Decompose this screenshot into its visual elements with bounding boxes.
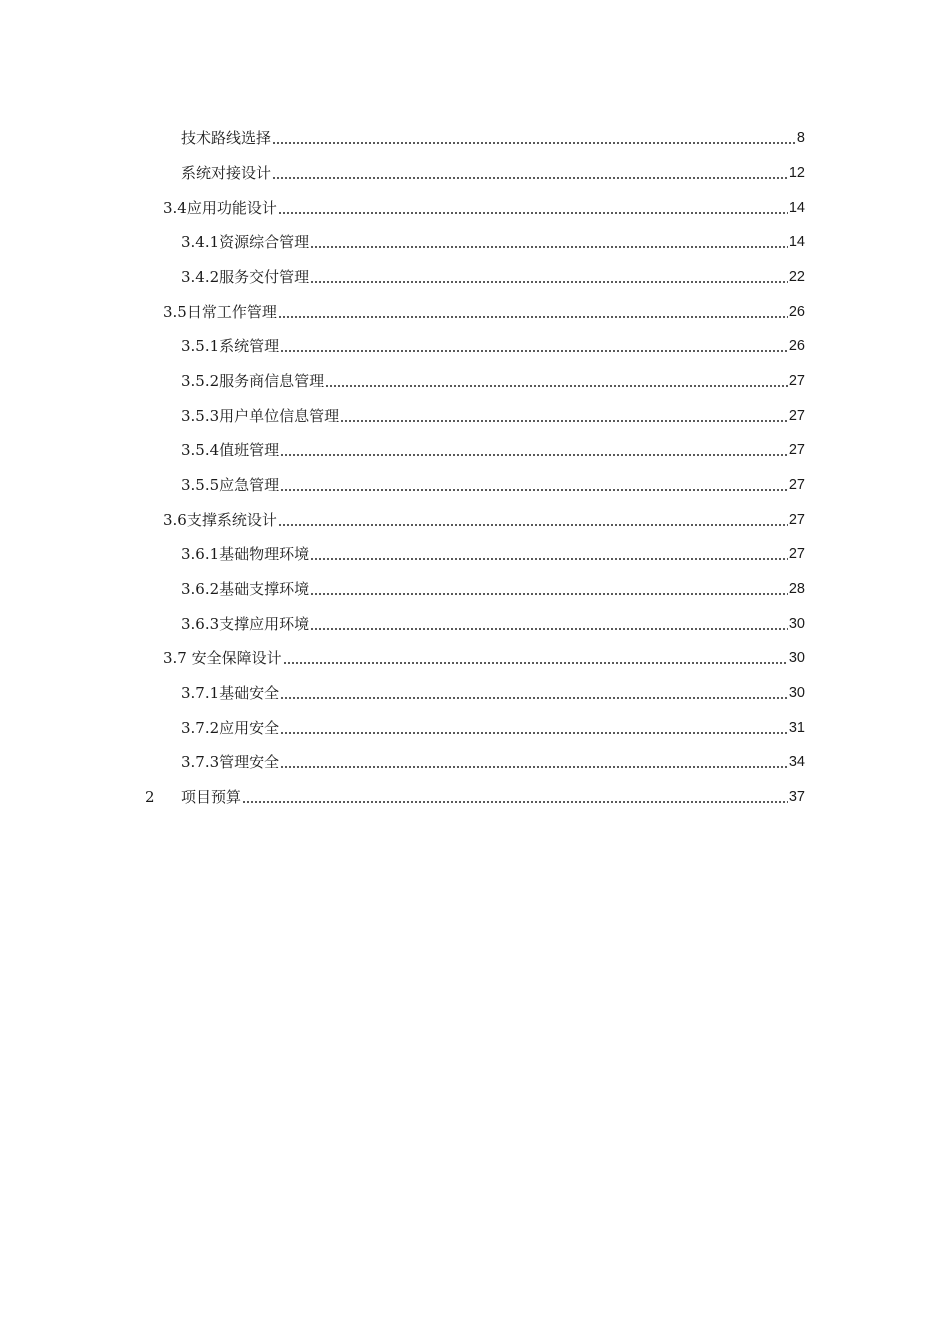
toc-entry-page: 30 bbox=[788, 685, 805, 701]
toc-entry-title: 安全保障设计 bbox=[186, 649, 282, 667]
toc-entry-title: 基础安全 bbox=[219, 684, 280, 702]
toc-entry-number: 3.7.3 bbox=[181, 753, 220, 771]
toc-entry-page: 34 bbox=[788, 754, 805, 770]
toc-entry-page: 27 bbox=[788, 408, 805, 424]
toc-entry-title: 应用安全 bbox=[219, 719, 280, 737]
toc-entry-page: 8 bbox=[796, 130, 805, 146]
toc-entry-title: 基础物理环境 bbox=[219, 545, 310, 563]
toc-entry-title: 项目预算 bbox=[181, 788, 242, 806]
toc-leader-dots bbox=[280, 454, 788, 456]
toc-entry[interactable] bbox=[181, 679, 805, 703]
toc-leader-dots bbox=[310, 558, 788, 560]
toc-entry-title: 应急管理 bbox=[219, 476, 280, 494]
toc-entry-page: 14 bbox=[788, 234, 805, 250]
toc-entry[interactable] bbox=[181, 714, 805, 738]
toc-entry-title: 服务交付管理 bbox=[219, 268, 310, 286]
toc-entry-page: 26 bbox=[788, 304, 805, 320]
toc-entry-title: 系统对接设计 bbox=[181, 164, 272, 182]
toc-entry-number: 3.5.4 bbox=[181, 441, 220, 459]
toc-entry-page: 30 bbox=[788, 650, 805, 666]
toc-leader-dots bbox=[325, 385, 788, 387]
toc-leader-dots bbox=[242, 801, 788, 803]
toc-entry-number: 3.4.1 bbox=[181, 233, 220, 251]
toc-entry[interactable] bbox=[163, 298, 805, 322]
toc-entry-number: 2 bbox=[145, 788, 155, 806]
toc-entry-page: 27 bbox=[788, 546, 805, 562]
toc-leader-dots bbox=[283, 662, 788, 664]
toc-entry[interactable] bbox=[145, 783, 805, 807]
toc-entry-page: 27 bbox=[788, 373, 805, 389]
toc-entry[interactable] bbox=[181, 402, 805, 426]
toc-entry-number: 3.4 bbox=[163, 199, 187, 217]
toc-entry-title: 基础支撑环境 bbox=[219, 580, 310, 598]
toc-entry[interactable] bbox=[163, 644, 805, 668]
toc-entry-page: 31 bbox=[788, 720, 805, 736]
toc-entry-title: 服务商信息管理 bbox=[219, 372, 325, 390]
toc-entry-number: 3.7.1 bbox=[181, 684, 220, 702]
toc-entry-title: 系统管理 bbox=[219, 337, 280, 355]
toc-entry[interactable] bbox=[181, 228, 805, 252]
toc-leader-dots bbox=[280, 350, 788, 352]
toc-entry-page: 28 bbox=[788, 581, 805, 597]
toc-entry-page: 30 bbox=[788, 616, 805, 632]
toc-entry[interactable] bbox=[163, 506, 805, 530]
toc-entry[interactable] bbox=[181, 471, 805, 495]
toc-entry-number: 3.5 bbox=[163, 303, 187, 321]
toc-entry[interactable] bbox=[181, 540, 805, 564]
toc-leader-dots bbox=[280, 489, 788, 491]
toc-entry[interactable] bbox=[181, 610, 805, 634]
toc-entry-number: 3.5.3 bbox=[181, 407, 220, 425]
toc-entry[interactable] bbox=[181, 263, 805, 287]
toc-entry[interactable] bbox=[163, 194, 805, 218]
toc-leader-dots bbox=[280, 697, 788, 699]
toc-entry[interactable] bbox=[181, 159, 805, 183]
toc-leader-dots bbox=[278, 524, 788, 526]
toc-entry-number: 3.4.2 bbox=[181, 268, 220, 286]
toc-entry-title: 管理安全 bbox=[219, 753, 280, 771]
toc-entry-page: 26 bbox=[788, 338, 805, 354]
toc-entry[interactable] bbox=[181, 436, 805, 460]
toc-entry-title: 支撑系统设计 bbox=[186, 511, 277, 529]
toc-entry-page: 27 bbox=[788, 512, 805, 528]
toc-entry[interactable] bbox=[181, 124, 805, 148]
toc-entry-number: 3.6.1 bbox=[181, 545, 220, 563]
toc-entry-number: 3.5.1 bbox=[181, 337, 220, 355]
toc-entry-page: 37 bbox=[788, 789, 805, 805]
toc-entry-page: 14 bbox=[788, 200, 805, 216]
toc-entry-number: 3.5.2 bbox=[181, 372, 220, 390]
toc-entry-title: 技术路线选择 bbox=[181, 129, 272, 147]
toc-entry[interactable] bbox=[181, 367, 805, 391]
toc-entry-page: 22 bbox=[788, 269, 805, 285]
toc-entry-number: 3.6.3 bbox=[181, 615, 220, 633]
toc-entry-title: 值班管理 bbox=[219, 441, 280, 459]
toc-entry-number: 3.6 bbox=[163, 511, 187, 529]
toc-leader-dots bbox=[280, 766, 788, 768]
toc-leader-dots bbox=[278, 212, 788, 214]
toc-entry-title: 资源综合管理 bbox=[219, 233, 310, 251]
toc-entry-number: 3.6.2 bbox=[181, 580, 220, 598]
toc-entry-page: 27 bbox=[788, 477, 805, 493]
toc-entry[interactable] bbox=[181, 748, 805, 772]
toc-entry-title: 支撑应用环境 bbox=[219, 615, 310, 633]
toc-leader-dots bbox=[280, 732, 788, 734]
toc-leader-dots bbox=[310, 593, 788, 595]
toc-entry-title: 日常工作管理 bbox=[186, 303, 277, 321]
toc-leader-dots bbox=[272, 142, 796, 144]
toc-entry-number: 3.7.2 bbox=[181, 719, 220, 737]
toc-entry-page: 27 bbox=[788, 442, 805, 458]
toc-leader-dots bbox=[310, 246, 788, 248]
toc-entry[interactable] bbox=[181, 575, 805, 599]
toc-entry-title: 应用功能设计 bbox=[186, 199, 277, 217]
toc-leader-dots bbox=[310, 281, 788, 283]
toc-entry-title: 用户单位信息管理 bbox=[219, 407, 340, 425]
toc-entry-page: 12 bbox=[788, 165, 805, 181]
toc-leader-dots bbox=[310, 628, 788, 630]
toc-entry[interactable] bbox=[181, 332, 805, 356]
toc-leader-dots bbox=[340, 420, 788, 422]
toc-entry-number: 3.7 bbox=[163, 649, 187, 667]
toc-leader-dots bbox=[272, 177, 788, 179]
toc-leader-dots bbox=[278, 316, 788, 318]
toc-entry-number: 3.5.5 bbox=[181, 476, 220, 494]
